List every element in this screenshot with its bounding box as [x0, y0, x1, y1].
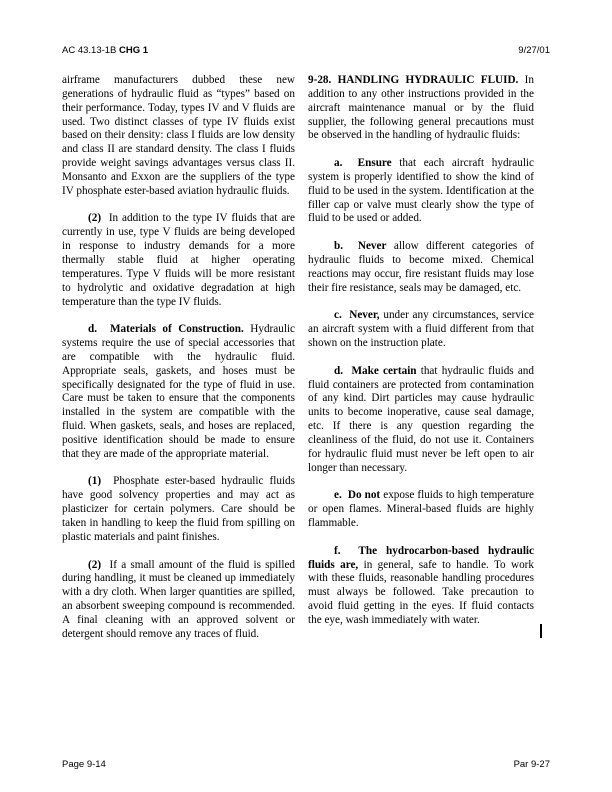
header-date: 9/27/01 — [518, 45, 550, 56]
item-label: c. — [334, 309, 342, 322]
paragraph-heading: Materials of Construction. — [109, 323, 244, 336]
left-column — [62, 74, 295, 655]
header-doc-id — [62, 45, 148, 56]
right-column — [308, 74, 534, 642]
paragraph-label: (2) — [88, 212, 102, 225]
item-keyword: Make certain — [351, 364, 417, 377]
item-keyword: Never — [357, 240, 387, 253]
item-label: d. — [334, 364, 344, 377]
item-label: f. — [334, 544, 341, 557]
paragraph-label: (1) — [88, 475, 102, 488]
item-keyword: The hydrocarbon-based hydraulic fluids are, — [308, 544, 534, 571]
item-e: e. Do not expose fluids to high temperature or open flames. Mineral-based fluids are highly flammable. — [308, 489, 535, 529]
footer-paragraph-ref: Par 9-27 — [513, 759, 550, 770]
item-label: a. — [334, 157, 343, 170]
footer-page-number: Page 9-14 — [62, 759, 106, 770]
item-b: b. Never allow different categories of hydraulic fluids to become mixed. Chemical reactions may occur, fire resistant fluids may lose their fire resistance, seals may be damaged, etc. — [308, 240, 535, 294]
doc-number: AC 43.13-1B — [62, 45, 117, 56]
paragraph-label: (2) — [88, 558, 102, 571]
item-d: d. Make certain that hydraulic fluids and fluid containers are protected from contamination of any kind. Dirt particles may cause hydraulic units to become inoperative, cause seal damage, etc. If there is any question regarding the cleanliness of the fluid, do not use it. Containers for hydraulic fluid must never be left open to air longer than necessary. — [308, 364, 534, 474]
item-f: f. The hydrocarbon-based hydraulic fluids are, in general, safe to handle. To work with these fluids, reasonable handling procedures must always be followed. Take precaution to avoid fluid getting in the eyes. If fluid contacts the eye, wash immediately with water. — [308, 544, 535, 626]
item-label: e. — [334, 489, 342, 502]
section-9-28: 9-28. HANDLING HYDRAULIC FLUID. In addition to any other instructions provided in the aircraft maintenance manual or by the fluid supplier, the following general precautions must be observed in the handling of hydraulic fluids: — [308, 74, 534, 142]
paragraph-label: d. — [88, 323, 98, 336]
section-heading: 9-28. HANDLING HYDRAULIC FLUID. — [308, 74, 519, 86]
item-keyword: Do not — [347, 489, 381, 502]
paragraph-materials-of-construction: d. Materials of Construction. Hydraulic systems require the use of special accessories that are compatible with the hydraulic fluid. Appropriate seals, gaskets, and hoses must be specifically designated for the type of fluid in use. Care must be taken to ensure that the components installed in the system are compatible with the fluid. When gaskets, seals, and hoses are replaced, positive identification should be made to ensure that they are made of the appropriate material. — [62, 323, 296, 460]
change-bar — [540, 624, 542, 638]
paragraph-continued: airframe manufacturers dubbed these new generations of hydraulic fluid as “types” based on their performance. Today, types IV and V fluids are used. Two distinct classes of type IV fluids exist based on their density: class I fluids are low density and class II are standard density. The class I fluids provide weight savings advantages versus class II. Monsanto and Exxon are the suppliers of the type IV phosphate ester-based aviation hydraulic fluids. — [62, 74, 295, 197]
change-number: CHG 1 — [119, 45, 149, 56]
item-keyword: Never, — [349, 309, 380, 322]
paragraph-spill-cleanup: (2) If a small amount of the fluid is spilled during handling, it must be cleaned up immediately with a dry cloth. When larger quantities are spilled, an absorbent sweeping compound is recommended. A final cleaning with an approved solvent or detergent should remove any traces of fluid. — [62, 558, 295, 640]
item-keyword: Ensure — [357, 157, 392, 170]
item-label: b. — [334, 240, 344, 253]
paragraph-phosphate-ester: (1) Phosphate ester-based hydraulic fluids have good solvency properties and may act as plasticizer for certain polymers. Care should be taken in handling to keep the fluid from spilling on plastic materials and paint finishes. — [62, 475, 295, 543]
item-a: a. Ensure that each aircraft hydraulic system is properly identified to show the kind of fluid to be used in the system. Identification at the filler cap or valve must clearly show the type of fluid to be used or added. — [308, 157, 534, 225]
item-c: c. Never, under any circumstances, service an aircraft system with a fluid different from that shown on the instruction plate. — [308, 309, 535, 350]
paragraph-type-v-fluids: (2) In addition to the type IV fluids that are currently in use, type V fluids are being developed in response to industry demands for a more thermally stable fluid at higher operating temperatures. Type V fluids will be more resistant to hydrolytic and oxidative degradation at high temperature than the type IV fluids. — [62, 212, 295, 308]
